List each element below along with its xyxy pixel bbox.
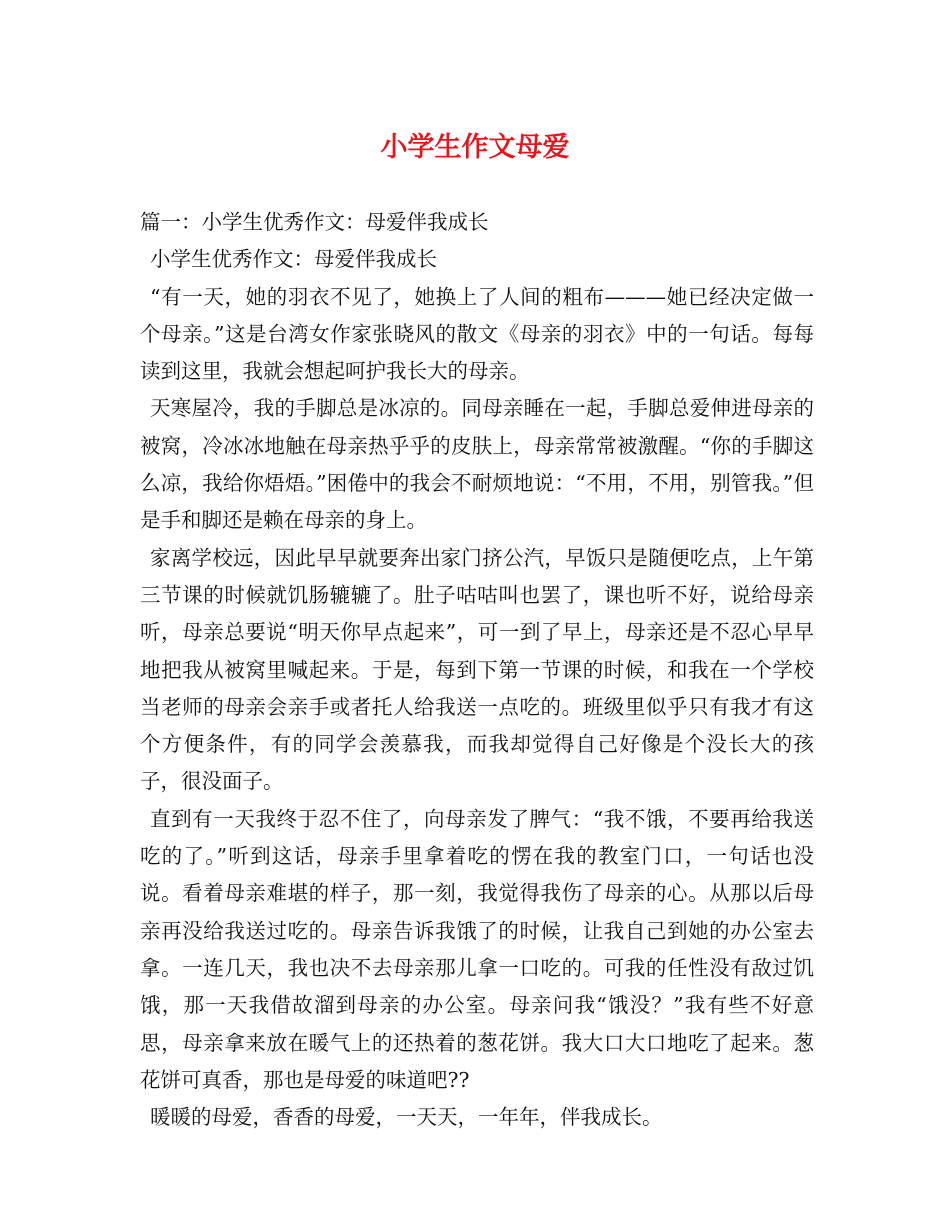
section-heading: 篇一：小学生优秀作文：母爱伴我成长 bbox=[140, 210, 489, 234]
paragraph: 直到有一天我终于忍不住了，向母亲发了脾气：“我不饿，不要再给我送吃的了。”听到这话，母亲手里拿着吃的愣在我的教室门口，一句话也没说。看着母亲难堪的样子，那一刻，我觉得我伤了母亲的心。从那以后母亲再没给我送过吃的。母亲告诉我饿了的时候，让我自己到她的办公室去拿。一连几天，我也决不去母亲那儿拿一口吃的。可我的任性没有敌过饥饿，那一天我借故溜到母亲的办公室。母亲问我“饿没？”我有些不好意思，母亲拿来放在暖气上的还热着的葱花饼。我大口大口地吃了起来。葱花饼可真香，那也是母爱的味道吧?? bbox=[140, 806, 814, 1092]
document-title: 小学生作文母爱 bbox=[380, 132, 570, 163]
paragraph: “有一天，她的羽衣不见了，她换上了人间的粗布———她已经决定做一个母亲。”这是台湾女作家张晓风的散文《母亲的羽衣》中的一句话。每每读到这里，我就会想起呵护我长大的母亲。 bbox=[140, 284, 814, 384]
paragraph: 暖暖的母爱，香香的母爱，一天天，一年年，伴我成长。 bbox=[150, 1105, 663, 1130]
essay-title: 小学生优秀作文：母爱伴我成长 bbox=[150, 247, 437, 272]
paragraph: 家离学校远，因此早早就要奔出家门挤公汽，早饭只是随便吃点，上午第三节课的时候就饥肠辘辘了。肚子咕咕叫也罢了，课也听不好，说给母亲听，母亲总要说“明天你早点起来”，可一到了早上，母亲还是不忍心早早地把我从被窝里喊起来。于是，每到下第一节课的时候，和我在一个学校当老师的母亲会亲手或者托人给我送一点吃的。班级里似乎只有我才有这个方便条件，有的同学会羡慕我，而我却觉得自己好像是个没长大的孩子，很没面子。 bbox=[140, 545, 814, 794]
paragraph: 天寒屋冷，我的手脚总是冰凉的。同母亲睡在一起，手脚总爱伸进母亲的被窝，冷冰冰地触在母亲热乎乎的皮肤上，母亲常常被激醒。“你的手脚这么凉，我给你焐焐。”困倦中的我会不耐烦地说：“不用，不用，别管我。”但是手和脚还是赖在母亲的身上。 bbox=[140, 396, 814, 533]
document-body bbox=[140, 204, 814, 1136]
